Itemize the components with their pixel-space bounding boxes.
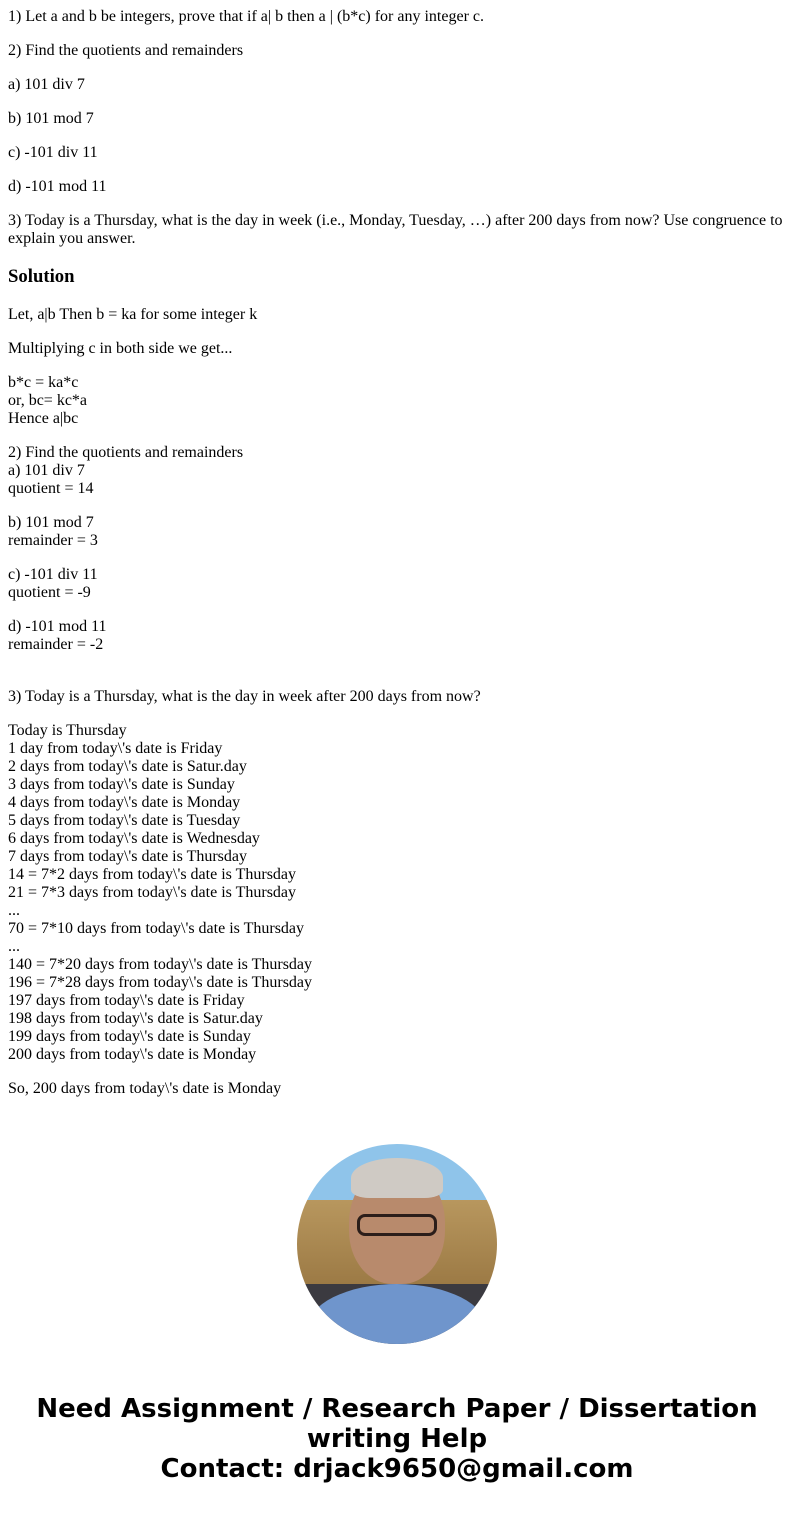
text-line: 2) Find the quotients and remainders: [8, 444, 244, 461]
solution-paragraph: [8, 444, 786, 498]
text-line: b) 101 mod 7: [8, 514, 94, 531]
contact-banner: [0, 1394, 794, 1514]
question-1: 1) Let a and b be integers, prove that if a| b then a | (b*c) for any integer c.: [8, 8, 484, 25]
text-line: a) 101 div 7: [8, 462, 85, 479]
solution-paragraph: [8, 514, 786, 550]
solution-heading: Solution: [8, 266, 75, 287]
author-avatar: [297, 1144, 497, 1344]
banner-line: Need Assignment / Research Paper / Dissertation: [36, 1394, 758, 1424]
text-line: ...: [8, 938, 20, 955]
solution-paragraph: 3) Today is a Thursday, what is the day in week after 200 days from now?: [8, 688, 481, 705]
text-line: 21 = 7*3 days from today\'s date is Thursday: [8, 884, 297, 901]
text-line: 70 = 7*10 days from today\'s date is Thursday: [8, 920, 305, 937]
question-2b: b) 101 mod 7: [8, 110, 94, 127]
solution-paragraph: Let, a|b Then b = ka for some integer k: [8, 306, 258, 323]
text-line: 198 days from today\'s date is Satur.day: [8, 1010, 263, 1027]
text-line: 197 days from today\'s date is Friday: [8, 992, 245, 1009]
banner-line: writing Help: [306, 1424, 488, 1454]
text-line: 7 days from today\'s date is Thursday: [8, 848, 247, 865]
solution-paragraph: [8, 566, 786, 602]
text-line: b*c = ka*c: [8, 374, 79, 391]
solution-paragraph: Multiplying c in both side we get...: [8, 340, 233, 357]
solution-conclusion: So, 200 days from today\'s date is Monday: [8, 1080, 282, 1097]
text-line: remainder = -2: [8, 636, 104, 653]
text-line: 140 = 7*20 days from today\'s date is Thursday: [8, 956, 313, 973]
solution-paragraph: [8, 618, 786, 672]
text-line: d) -101 mod 11: [8, 618, 107, 635]
question-2c: c) -101 div 11: [8, 144, 98, 161]
text-line: 3 days from today\'s date is Sunday: [8, 776, 235, 793]
question-3: 3) Today is a Thursday, what is the day in week (i.e., Monday, Tuesday, …) after 200 days from now? Use congruence to explain you answer.: [8, 212, 783, 247]
text-line: quotient = -9: [8, 584, 91, 601]
text-line: 6 days from today\'s date is Wednesday: [8, 830, 260, 847]
solution-paragraph: [8, 722, 786, 1064]
question-2a: a) 101 div 7: [8, 76, 85, 93]
text-line: 2 days from today\'s date is Satur.day: [8, 758, 247, 775]
text-line: ...: [8, 902, 20, 919]
text-line: 1 day from today\'s date is Friday: [8, 740, 223, 757]
question-2d: d) -101 mod 11: [8, 178, 107, 195]
text-line: or, bc= kc*a: [8, 392, 88, 409]
text-line: Today is Thursday: [8, 722, 127, 739]
solution-paragraph: [8, 374, 786, 428]
document: [0, 8, 794, 1098]
text-line: 196 = 7*28 days from today\'s date is Thursday: [8, 974, 313, 991]
text-line: 199 days from today\'s date is Sunday: [8, 1028, 251, 1045]
question-2: 2) Find the quotients and remainders: [8, 42, 244, 59]
contact-email: Contact: drjack9650@gmail.com: [160, 1454, 634, 1484]
text-line: c) -101 div 11: [8, 566, 98, 583]
text-line: Hence a|bc: [8, 410, 79, 427]
text-line: remainder = 3: [8, 532, 98, 549]
text-line: 5 days from today\'s date is Tuesday: [8, 812, 241, 829]
text-line: 4 days from today\'s date is Monday: [8, 794, 241, 811]
text-line: 200 days from today\'s date is Monday: [8, 1046, 257, 1063]
text-line: quotient = 14: [8, 480, 94, 497]
text-line: 14 = 7*2 days from today\'s date is Thursday: [8, 866, 297, 883]
